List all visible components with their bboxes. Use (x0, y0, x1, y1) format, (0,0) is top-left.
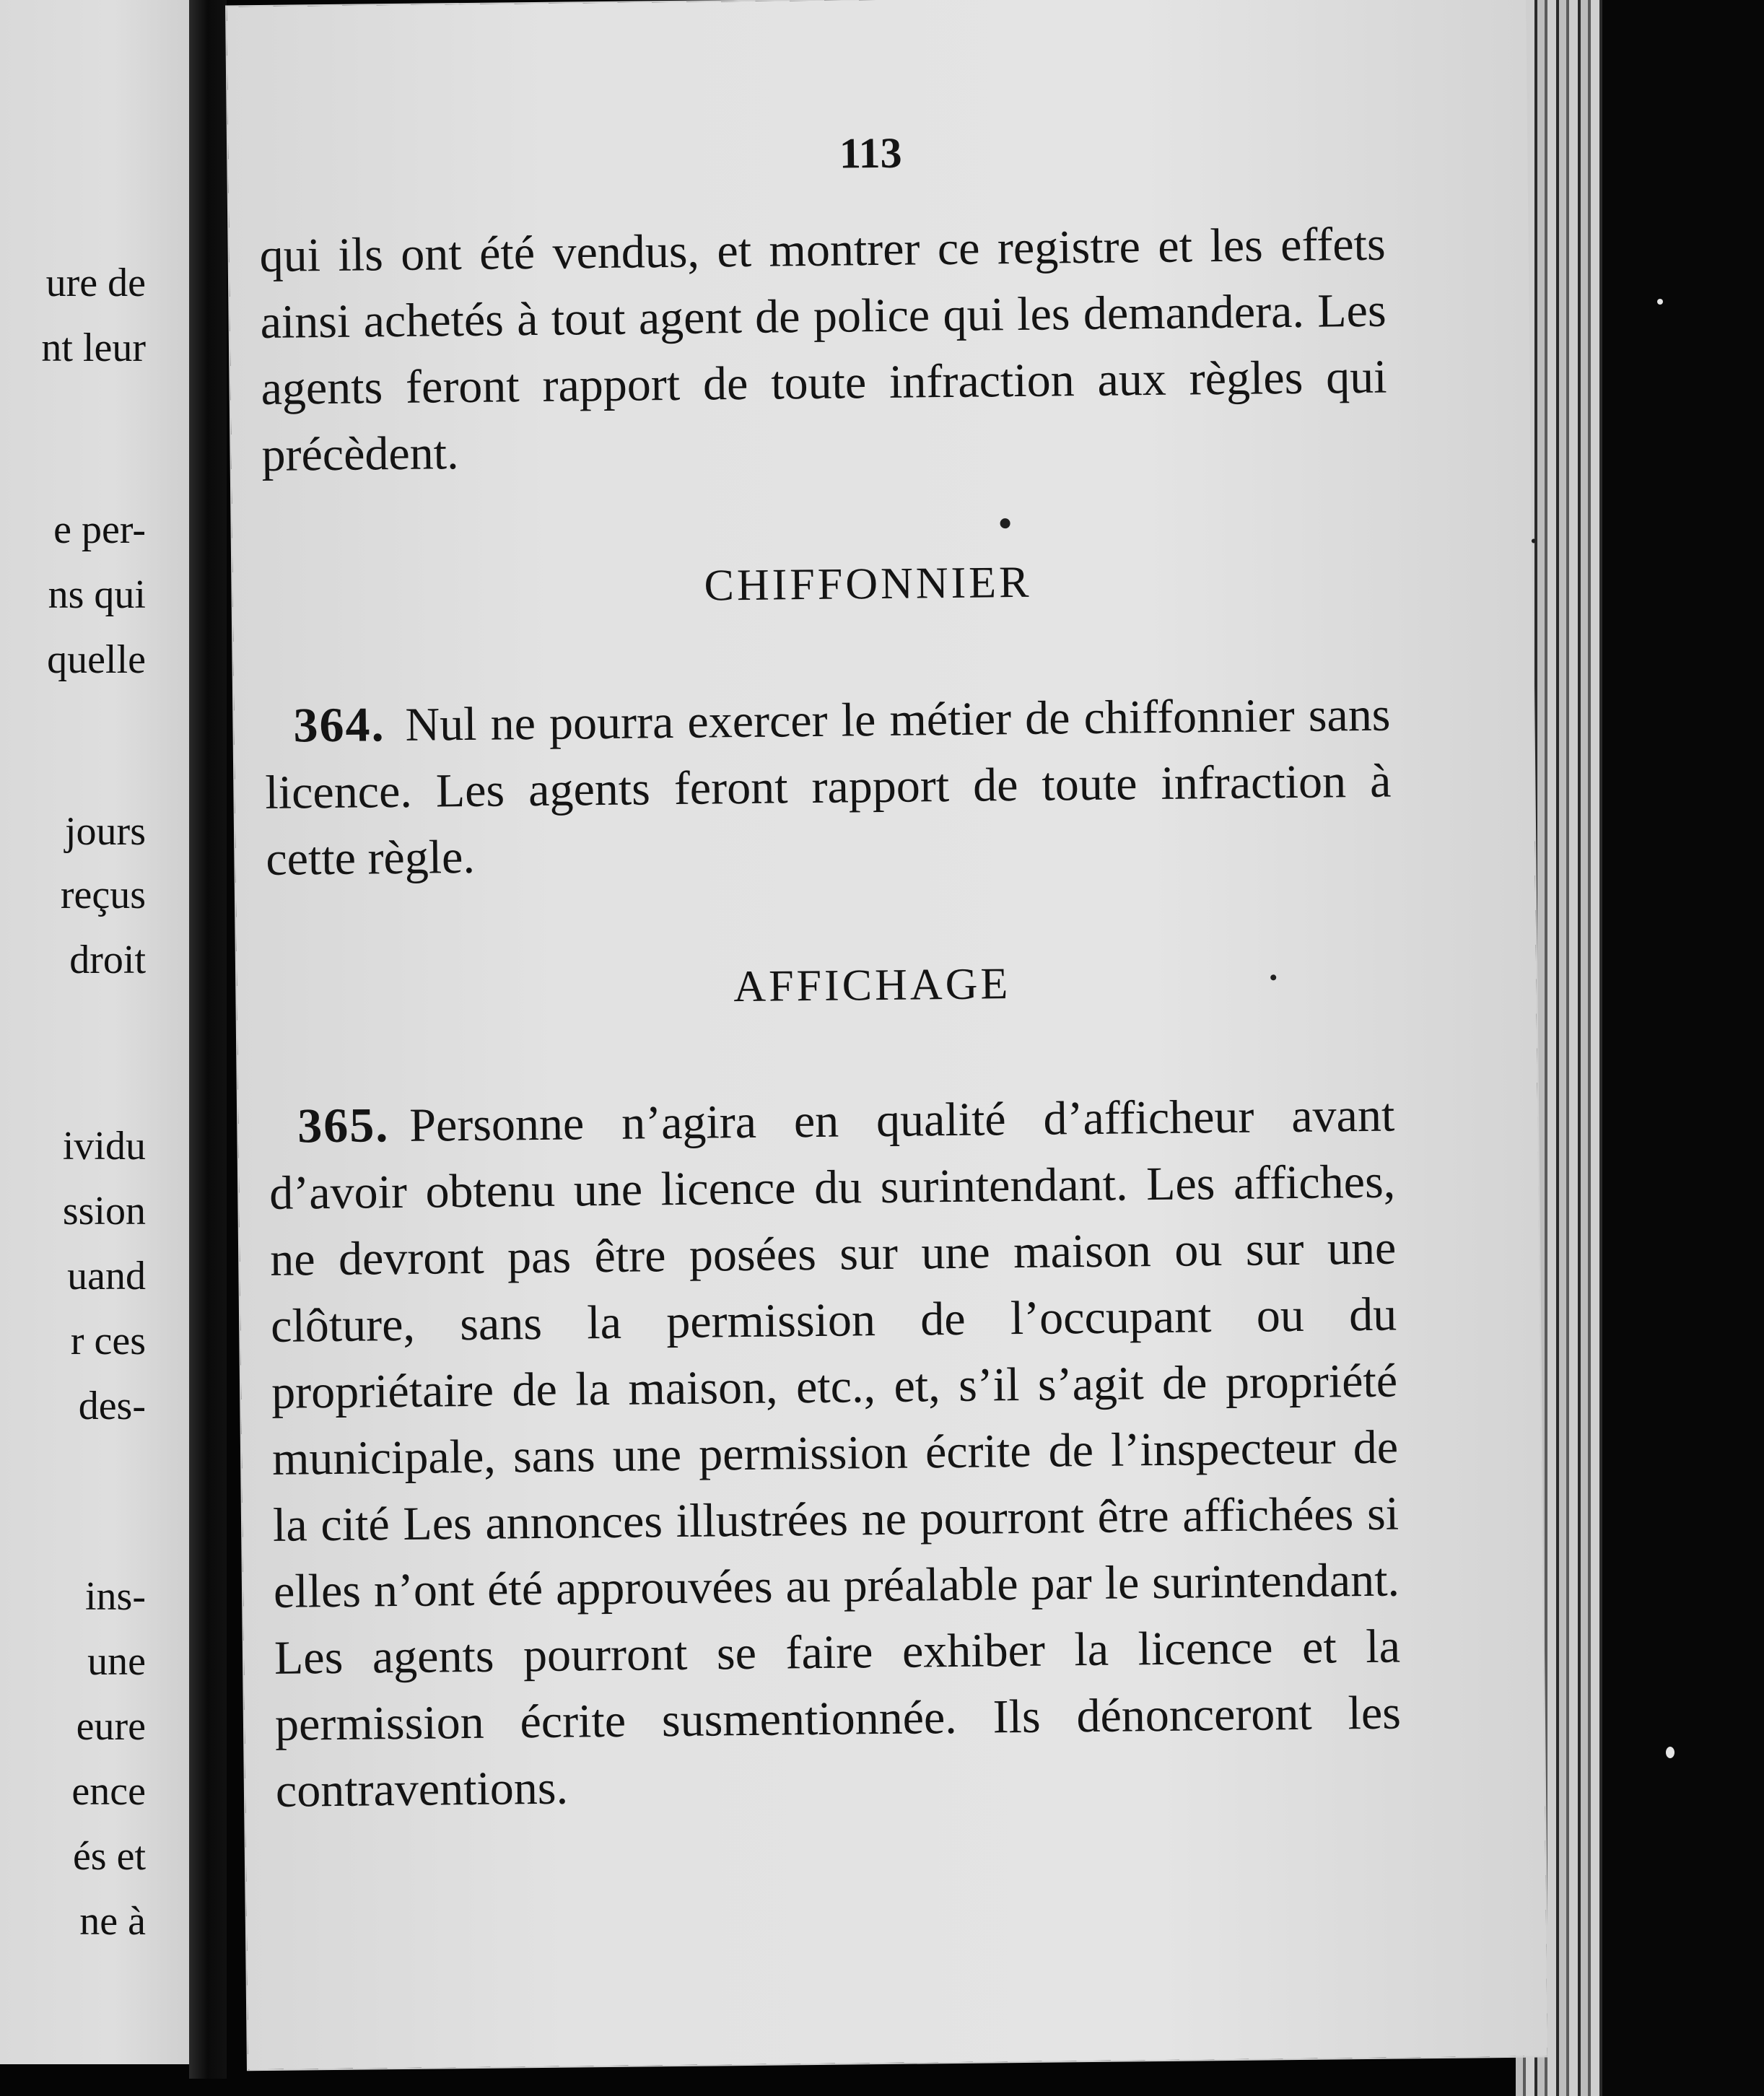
continuation-paragraph: qui ils ont été vendus, et montrer ce registre et les effets ainsi achetés à tout agent de police qui les demandera. Les agents feront rapport de toute infraction aux règles qui précèdent. (259, 217, 1387, 481)
left-page-line: ssion (62, 1189, 146, 1233)
article-text: Personne n’agira en qualité d’afficheur avant d’avoir obtenu une licence du surintendant. Les affiches, ne devront pas être posées sur une maison ou sur une clôture, sans la permission de l’occupant ou du propriétaire de la maison, etc., et, s’il s’agit de propriété municipale, sans une permission écrite de l’inspecteur de la cité Les annonces illustrées ne pourront être affichées si elles n’ont été approuvées au préalable par le surintendant. Les agents pourront se faire exhiber la licence et la permission écrite susmentionnée. Ils dénonceront les contraventions. (268, 1088, 1402, 1817)
left-page-line: ns qui (48, 572, 146, 617)
scan-speck (1000, 518, 1010, 528)
left-page-line: des- (78, 1384, 146, 1428)
article-365 (268, 1081, 1402, 1825)
left-page-line: eure (76, 1704, 146, 1749)
scan-speck (1270, 974, 1276, 980)
left-page-line: és et (72, 1834, 146, 1879)
main-page (227, 0, 1547, 2069)
scan-speck (1666, 1747, 1675, 1758)
left-page-line: ure de (45, 261, 146, 305)
left-page-line: ne à (79, 1899, 146, 1944)
section-heading-affichage: AFFICHAGE (733, 959, 1011, 1012)
scan-speck (1657, 299, 1663, 305)
section-heading-chiffonnier: CHIFFONNIER (704, 557, 1032, 611)
left-page-line: une (87, 1639, 146, 1684)
left-page-line: ividu (62, 1124, 146, 1169)
left-page-line: r ces (70, 1319, 146, 1363)
left-page-line: droit (69, 938, 146, 982)
scan-background (1602, 0, 1764, 2096)
gutter-shadow (189, 0, 227, 2079)
left-page-line: ins- (85, 1574, 146, 1619)
left-page-line: ence (71, 1769, 146, 1814)
page-number: 113 (839, 128, 902, 178)
left-page-line: jours (65, 809, 146, 854)
left-page-line: quelle (47, 637, 146, 682)
article-364 (264, 681, 1392, 893)
left-page-line: e per- (53, 507, 146, 552)
article-number: 364. (293, 697, 385, 753)
article-number: 365. (297, 1097, 390, 1153)
left-page-line: nt leur (41, 326, 146, 370)
article-text: Nul ne pourra exercer le métier de chiffonnier sans licence. Les agents feront rapport de toute infraction à cette règle. (265, 688, 1392, 886)
left-page-line: reçus (60, 873, 146, 917)
scan-speck (1532, 538, 1536, 543)
left-facing-page (0, 0, 189, 2064)
left-page-line: uand (67, 1254, 146, 1298)
